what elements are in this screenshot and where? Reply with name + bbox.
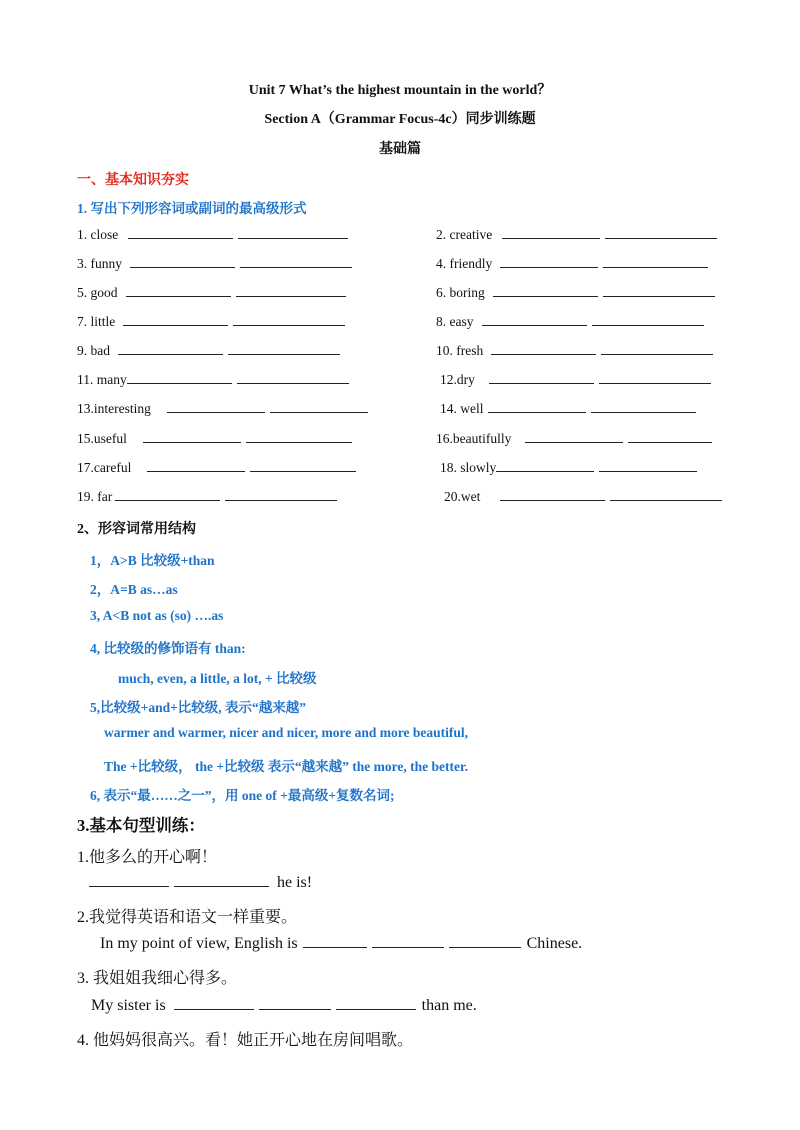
level-title: 基础篇 <box>379 142 421 157</box>
answer-line-3: My sister is than me. <box>91 997 477 1014</box>
structure-line-4: 4, 比较级的修饰语有 than: <box>90 641 246 656</box>
structure-line-3: 3, A<B not as (so) ….as <box>90 608 224 623</box>
structure-line-7: warmer and warmer, nicer and nicer, more and more beautiful, <box>104 725 468 740</box>
vocab-item-9: 9. bad <box>77 343 340 359</box>
vocab-item-20: 20.wet <box>444 489 722 505</box>
unit-title: Unit 7 What’s the highest mountain in the world？ <box>248 83 552 98</box>
vocab-item-1: 1. close <box>77 227 348 243</box>
section-title: Section A（Grammar Focus-4c）同步训练题 <box>264 112 536 127</box>
vocab-item-17: 17.careful <box>77 460 356 476</box>
vocab-item-14: 14. well <box>440 401 696 417</box>
question-2: 2.我觉得英语和语文一样重要。 <box>77 909 298 926</box>
vocab-item-8: 8. easy <box>436 314 704 330</box>
structure-line-1: 1，A>B 比较级+than <box>90 553 215 568</box>
vocab-item-3: 3. funny <box>77 256 352 272</box>
part3-heading: 3.基本句型训练： <box>77 816 205 835</box>
task1-instruction: 1. 写出下列形容词或副词的最高级形式 <box>77 201 307 216</box>
vocab-item-4: 4. friendly <box>436 256 708 272</box>
vocab-item-16: 16.beautifully <box>436 431 712 447</box>
question-1: 1.他多么的开心啊！ <box>77 849 218 866</box>
structure-line-6: 5,比较级+and+比较级, 表示“越来越” <box>90 700 307 715</box>
structure-line-8: The +比较级， the +比较级 表示“越来越” the more, the better. <box>104 759 469 774</box>
vocab-item-2: 2. creative <box>436 227 717 243</box>
vocab-item-7: 7. little <box>77 314 345 330</box>
vocab-item-6: 6. boring <box>436 285 715 301</box>
vocab-item-10: 10. fresh <box>436 343 713 359</box>
vocab-item-5: 5. good <box>77 285 346 301</box>
vocab-item-18: 18. slowly <box>440 460 697 476</box>
answer-line-2: In my point of view, English is Chinese. <box>100 935 583 952</box>
part2-heading: 2、形容词常用结构 <box>77 522 196 537</box>
vocab-item-19: 19. far <box>77 489 337 505</box>
vocab-item-15: 15.useful <box>77 431 352 447</box>
question-3: 3. 我姐姐我细心得多。 <box>77 970 238 987</box>
vocab-item-12: 12.dry <box>440 372 711 388</box>
structure-line-5: much, even, a little, a lot, + 比较级 <box>118 671 317 686</box>
part1-heading: 一、基本知识夯实 <box>77 173 189 188</box>
structure-line-9: 6, 表示“最……之一”，用 one of +最高级+复数名词; <box>90 788 395 803</box>
question-4: 4. 他妈妈很高兴。看！她正开心地在房间唱歌。 <box>77 1032 414 1049</box>
structure-line-2: 2，A=B as…as <box>90 582 178 597</box>
vocab-item-13: 13.interesting <box>77 401 368 417</box>
answer-line-1: he is! <box>89 874 312 892</box>
vocab-item-11: 11. many <box>77 372 349 388</box>
